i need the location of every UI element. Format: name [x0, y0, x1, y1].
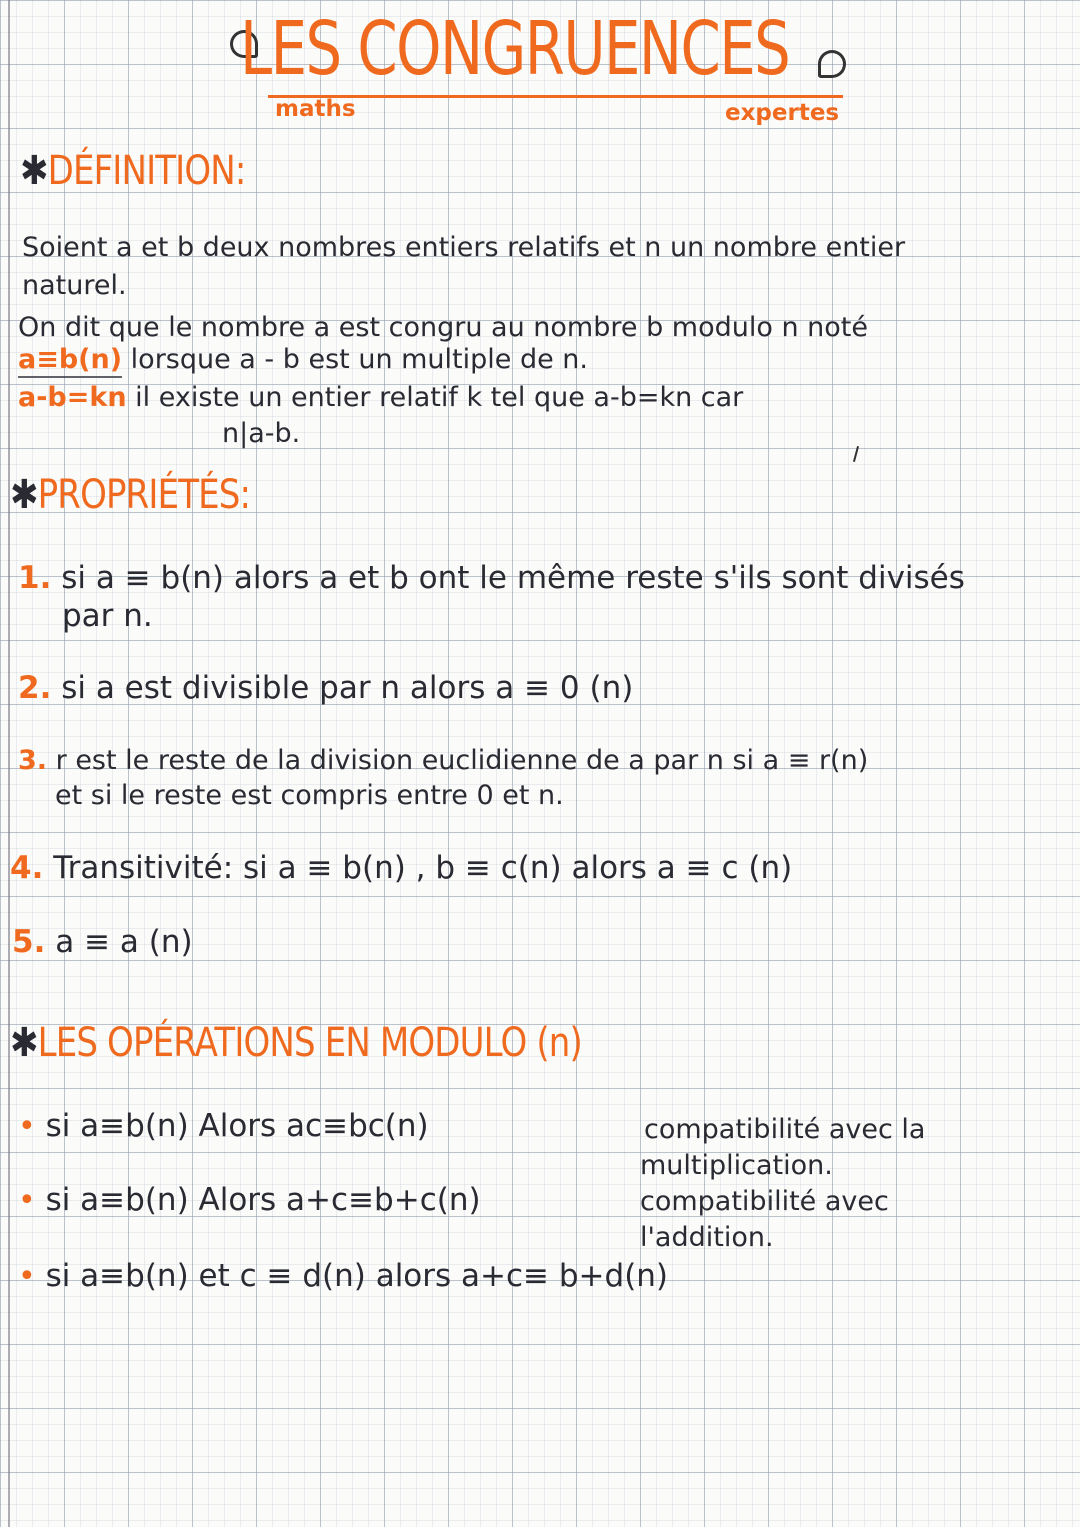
- property-1-number: 1.: [18, 560, 52, 596]
- operations-heading: [10, 1020, 582, 1066]
- property-5: [12, 924, 193, 960]
- property-4-text: Transitivité: si a ≡ b(n) , b ≡ c(n) alors a ≡ c (n): [53, 850, 793, 886]
- operation-1-note: compatibilité avec la: [644, 1114, 926, 1145]
- property-3-text: r est le reste de la division euclidienne de a par n si a ≡ r(n): [55, 745, 869, 776]
- bullet-icon: •: [18, 1259, 36, 1294]
- operation-2-note-continued: l'addition.: [640, 1222, 774, 1253]
- definition-notation: a≡b(n): [18, 344, 122, 378]
- definition-line-5-text: il existe un entier relatif k tel que a-b=kn car: [135, 382, 744, 413]
- property-2: [18, 670, 633, 706]
- operation-2-text: si a≡b(n) Alors a+c≡b+c(n): [45, 1182, 481, 1218]
- property-4: [10, 850, 792, 886]
- definition-heading-text: DÉFINITION:: [47, 148, 246, 194]
- property-3-number: 3.: [18, 745, 48, 776]
- star-icon: ✱: [20, 148, 48, 194]
- property-3-continued: et si le reste est compris entre 0 et n.: [55, 780, 564, 811]
- title-tag-maths: maths: [275, 96, 356, 122]
- definition-line-2: naturel.: [22, 270, 127, 301]
- properties-heading: [10, 472, 250, 518]
- operation-2-note: compatibilité avec: [640, 1186, 889, 1217]
- operation-1-text: si a≡b(n) Alors ac≡bc(n): [45, 1108, 429, 1144]
- properties-heading-text: PROPRIÉTÉS:: [37, 472, 251, 518]
- operations-heading-text: LES OPÉRATIONS EN MODULO (n): [37, 1020, 582, 1066]
- title-tag-expertes: expertes: [725, 100, 840, 126]
- definition-line-4-text: lorsque a - b est un multiple de n.: [130, 344, 588, 375]
- property-2-number: 2.: [18, 670, 52, 706]
- definition-formula: a-b=kn: [18, 382, 127, 413]
- property-1-continued: par n.: [62, 598, 153, 634]
- decorative-swirl-icon: [818, 50, 846, 78]
- definition-heading: [20, 148, 245, 194]
- property-3: [18, 745, 868, 776]
- property-5-number: 5.: [12, 924, 46, 960]
- property-2-text: si a est divisible par n alors a ≡ 0 (n): [61, 670, 634, 706]
- definition-line-3: On dit que le nombre a est congru au nombre b modulo n noté: [18, 312, 868, 343]
- bullet-icon: •: [18, 1183, 36, 1218]
- property-5-text: a ≡ a (n): [55, 924, 193, 960]
- definition-line-1: Soient a et b deux nombres entiers relatifs et n un nombre entier: [22, 232, 906, 263]
- operation-2: [18, 1182, 481, 1218]
- star-icon: ✱: [10, 472, 38, 518]
- stray-mark: [853, 446, 859, 462]
- margin-line: [8, 0, 10, 1527]
- page-title: LES CONGRUENCES: [240, 6, 790, 92]
- operation-3: [18, 1258, 668, 1294]
- star-icon: ✱: [10, 1020, 38, 1066]
- property-1: [18, 560, 965, 596]
- bullet-icon: •: [18, 1109, 36, 1144]
- definition-line-4: [18, 344, 588, 375]
- property-4-number: 4.: [10, 850, 44, 886]
- definition-line-5: [18, 382, 743, 413]
- operation-1-note-continued: multiplication.: [640, 1150, 833, 1181]
- operation-1: [18, 1108, 429, 1144]
- operation-3-text: si a≡b(n) et c ≡ d(n) alors a+c≡ b+d(n): [45, 1258, 669, 1294]
- property-1-text: si a ≡ b(n) alors a et b ont le même reste s'ils sont divisés: [61, 560, 965, 596]
- definition-line-6: n|a-b.: [222, 418, 301, 449]
